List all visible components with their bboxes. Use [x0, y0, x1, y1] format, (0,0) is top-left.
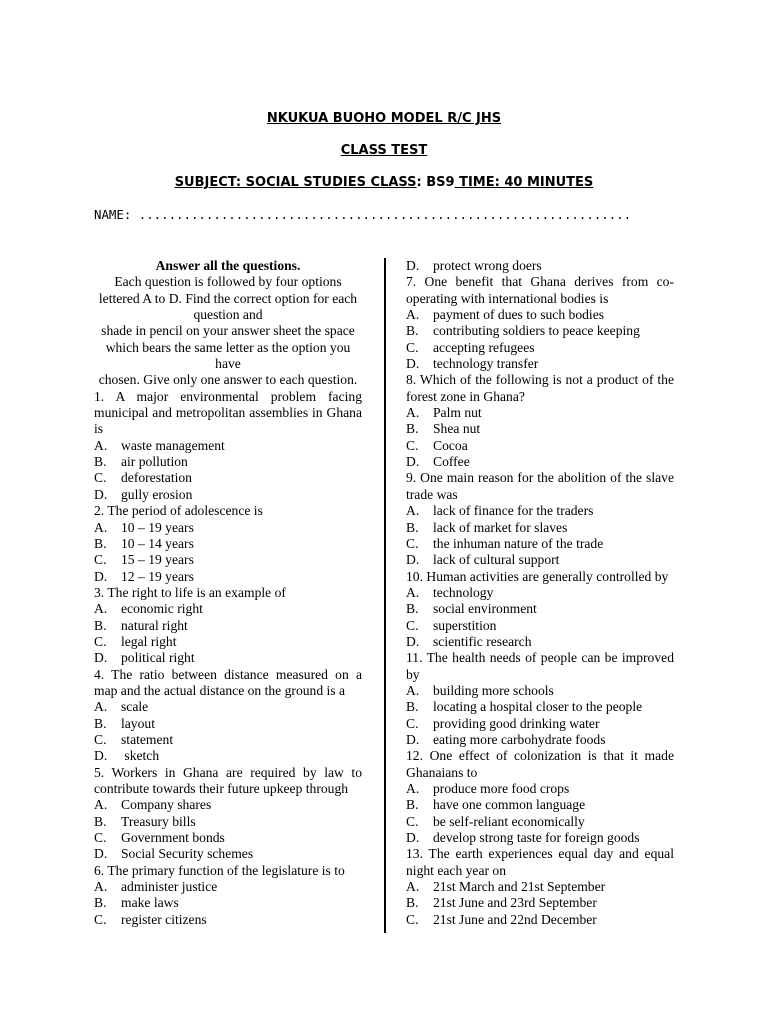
option-letter: C.	[94, 911, 107, 927]
option-letter: A.	[94, 699, 108, 715]
option-text: Company shares	[121, 797, 212, 813]
answer-option	[94, 487, 362, 503]
answer-option	[94, 732, 362, 748]
answer-option	[94, 895, 362, 911]
instructions-title: Answer all the questions.	[155, 258, 301, 273]
option-text: register citizens	[121, 911, 207, 927]
option-text: 21st June and 22nd December	[433, 911, 597, 927]
option-letter: C.	[406, 911, 419, 927]
answer-option	[406, 912, 674, 928]
answer-option	[406, 585, 674, 601]
answer-option	[406, 405, 674, 421]
option-letter: B.	[406, 601, 419, 617]
option-text: administer justice	[121, 879, 218, 895]
option-text: technology	[433, 584, 494, 600]
option-letter: B.	[406, 797, 419, 813]
option-text: sketch	[121, 748, 160, 764]
option-text: providing good drinking water	[433, 715, 600, 731]
question-text: 4. The ratio between distance measured on a map and the actual distance on the ground is a	[94, 666, 362, 698]
left-column	[94, 258, 362, 928]
name-line: NAME: ..................................................................	[94, 207, 632, 222]
answer-option	[406, 618, 674, 634]
option-text: technology transfer	[433, 356, 539, 372]
option-text: 15 – 19 years	[121, 552, 194, 568]
option-letter: D.	[94, 568, 108, 584]
question-text: 5. Workers in Ghana are required by law to contribute towards their future upkeep through	[94, 764, 362, 796]
option-letter: B.	[94, 535, 107, 551]
option-text: protect wrong doers	[433, 258, 542, 273]
option-text: produce more food crops	[433, 781, 570, 796]
answer-option	[406, 307, 674, 323]
option-text: the inhuman nature of the trade	[433, 535, 604, 551]
option-text: layout	[121, 715, 155, 731]
option-letter: C.	[94, 731, 107, 747]
option-text: Social Security schemes	[121, 846, 254, 862]
option-letter: C.	[406, 715, 419, 731]
option-letter: D.	[94, 486, 108, 502]
answer-option	[406, 258, 674, 274]
option-letter: B.	[406, 323, 419, 339]
option-text: be self-reliant economically	[433, 813, 585, 829]
option-letter: B.	[94, 617, 107, 633]
class-label: CLASS	[370, 175, 417, 190]
option-text: locating a hospital closer to the people	[433, 699, 643, 715]
answer-option	[94, 552, 362, 568]
option-text: eating more carbohydrate foods	[433, 731, 606, 747]
answer-option	[94, 454, 362, 470]
answer-option	[406, 323, 674, 339]
answer-option	[94, 716, 362, 732]
answer-option	[406, 732, 674, 748]
option-letter: C.	[94, 552, 107, 568]
option-text: political right	[121, 650, 195, 666]
column-divider	[384, 258, 386, 933]
option-text: scale	[121, 699, 149, 715]
answer-option	[406, 438, 674, 454]
option-text: lack of market for slaves	[433, 519, 568, 535]
option-text: air pollution	[121, 454, 188, 470]
answer-option	[94, 618, 362, 634]
answer-option	[94, 438, 362, 454]
option-text: legal right	[121, 633, 177, 649]
answer-option	[406, 536, 674, 552]
answer-option	[406, 601, 674, 617]
option-letter: C.	[94, 633, 107, 649]
option-letter: A.	[94, 519, 108, 535]
option-text: lack of cultural support	[433, 552, 560, 568]
answer-option	[94, 748, 362, 764]
option-text: statement	[121, 731, 174, 747]
option-text: develop strong taste for foreign goods	[433, 830, 640, 846]
option-letter: B.	[94, 454, 107, 470]
option-letter: A.	[406, 405, 420, 421]
answer-option	[406, 340, 674, 356]
option-letter: C.	[94, 470, 107, 486]
option-letter: A.	[94, 437, 108, 453]
answer-option	[94, 814, 362, 830]
option-letter: D.	[94, 748, 108, 764]
option-letter: B.	[406, 519, 419, 535]
option-text: have one common language	[433, 797, 586, 813]
answer-option	[94, 470, 362, 486]
answer-option	[94, 536, 362, 552]
answer-option	[406, 797, 674, 813]
instructions-line: chosen. Give only one answer to each question.	[98, 372, 358, 388]
answer-option	[94, 797, 362, 813]
instructions-line: shade in pencil on your answer sheet the space which bears the same letter as the option you have	[101, 323, 355, 372]
option-text: social environment	[433, 601, 537, 617]
option-letter: A.	[406, 503, 420, 519]
option-letter: D.	[406, 633, 420, 649]
left-question-list	[94, 389, 362, 928]
answer-option	[406, 895, 674, 911]
question-text: 11. The health needs of people can be improved by	[406, 650, 674, 682]
option-text: Shea nut	[433, 421, 481, 437]
subject-label: SUBJECT: SOCIAL STUDIES	[174, 175, 371, 190]
answer-option	[406, 520, 674, 536]
option-letter: C.	[406, 437, 419, 453]
answer-option	[94, 912, 362, 928]
question-text: 8. Which of the following is not a product of the forest zone in Ghana?	[406, 372, 674, 404]
option-letter: C.	[406, 617, 419, 633]
option-letter: C.	[406, 813, 419, 829]
answer-option	[406, 830, 674, 846]
instructions-line: Each question is followed by four options lettered A to D. Find the correct option for each question and	[98, 274, 358, 323]
answer-option	[94, 846, 362, 862]
option-letter: D.	[406, 356, 420, 372]
school-name: NKUKUA BUOHO MODEL R/C JHS	[266, 111, 502, 126]
answer-option	[406, 781, 674, 797]
question-text: 6. The primary function of the legislature is to	[94, 862, 345, 878]
option-letter: B.	[94, 715, 107, 731]
option-text: 21st March and 21st September	[433, 879, 606, 895]
answer-option	[406, 716, 674, 732]
option-text: lack of finance for the traders	[433, 503, 594, 519]
right-column	[406, 258, 674, 928]
question-text: 3. The right to life is an example of	[94, 584, 286, 600]
answer-option	[406, 503, 674, 519]
answer-option	[94, 520, 362, 536]
answer-option	[94, 634, 362, 650]
option-text: 12 – 19 years	[121, 568, 194, 584]
subject-line	[0, 175, 768, 190]
option-letter: D.	[406, 454, 420, 470]
option-letter: C.	[94, 830, 107, 846]
answer-option	[94, 830, 362, 846]
option-text: accepting refugees	[433, 339, 535, 355]
option-letter: C.	[406, 339, 419, 355]
option-text: 10 – 14 years	[121, 535, 194, 551]
answer-option	[406, 683, 674, 699]
option-letter: A.	[406, 584, 420, 600]
option-text: payment of dues to such bodies	[433, 307, 605, 323]
option-letter: B.	[94, 895, 107, 911]
option-text: Coffee	[433, 454, 470, 470]
class-value: : BS9	[416, 175, 455, 190]
option-text: Government bonds	[121, 830, 225, 846]
option-letter: A.	[406, 682, 420, 698]
option-text: Treasury bills	[121, 813, 196, 829]
answer-option	[94, 879, 362, 895]
answer-option	[406, 421, 674, 437]
option-text: scientific research	[433, 633, 532, 649]
option-text: 10 – 19 years	[121, 519, 194, 535]
option-letter: D.	[406, 731, 420, 747]
time-label: TIME: 40 MINUTES	[454, 175, 594, 190]
option-text: gully erosion	[121, 486, 193, 502]
option-letter: A.	[94, 601, 108, 617]
option-letter: D.	[94, 846, 108, 862]
question-text: 7. One benefit that Ghana derives from co-operating with international bodies is	[406, 274, 674, 306]
question-text: 13. The earth experiences equal day and equal night each year on	[406, 846, 674, 878]
option-text: building more schools	[433, 682, 554, 698]
option-letter: D.	[406, 258, 420, 273]
answer-option	[94, 601, 362, 617]
option-letter: A.	[406, 307, 420, 323]
option-text: economic right	[121, 601, 203, 617]
question-text: 10. Human activities are generally controlled by	[406, 568, 669, 584]
option-text: Cocoa	[433, 437, 468, 453]
option-letter: B.	[406, 895, 419, 911]
option-text: contributing soldiers to peace keeping	[433, 323, 640, 339]
answer-option	[406, 699, 674, 715]
question-text: 9. One main reason for the abolition of the slave trade was	[406, 470, 674, 502]
option-letter: A.	[94, 879, 108, 895]
answer-option	[94, 650, 362, 666]
answer-option	[94, 569, 362, 585]
option-text: superstition	[433, 617, 497, 633]
answer-option	[406, 454, 674, 470]
option-letter: B.	[406, 421, 419, 437]
option-letter: B.	[94, 813, 107, 829]
answer-option	[406, 552, 674, 568]
option-letter: D.	[406, 552, 420, 568]
question-text: 2. The period of adolescence is	[94, 503, 263, 519]
option-text: make laws	[121, 895, 179, 911]
option-letter: A.	[94, 797, 108, 813]
option-letter: D.	[406, 830, 420, 846]
answer-option	[406, 879, 674, 895]
option-letter: A.	[406, 781, 420, 796]
option-letter: D.	[94, 650, 108, 666]
option-text: Palm nut	[433, 405, 482, 421]
question-text: 1. A major environmental problem facing municipal and metropolitan assemblies in Ghana is	[94, 388, 362, 437]
answer-option	[406, 356, 674, 372]
test-title: CLASS TEST	[340, 143, 428, 158]
option-letter: A.	[406, 879, 420, 895]
question-text: 12. One effect of colonization is that it made Ghanaians to	[406, 748, 674, 780]
answer-option	[94, 699, 362, 715]
option-text: waste management	[121, 437, 225, 453]
option-text: natural right	[121, 617, 188, 633]
option-text: deforestation	[121, 470, 192, 486]
option-letter: C.	[406, 535, 419, 551]
option-letter: B.	[406, 699, 419, 715]
answer-option	[406, 814, 674, 830]
answer-option	[406, 634, 674, 650]
right-question-list	[406, 258, 674, 928]
option-text: 21st June and 23rd September	[433, 895, 597, 911]
